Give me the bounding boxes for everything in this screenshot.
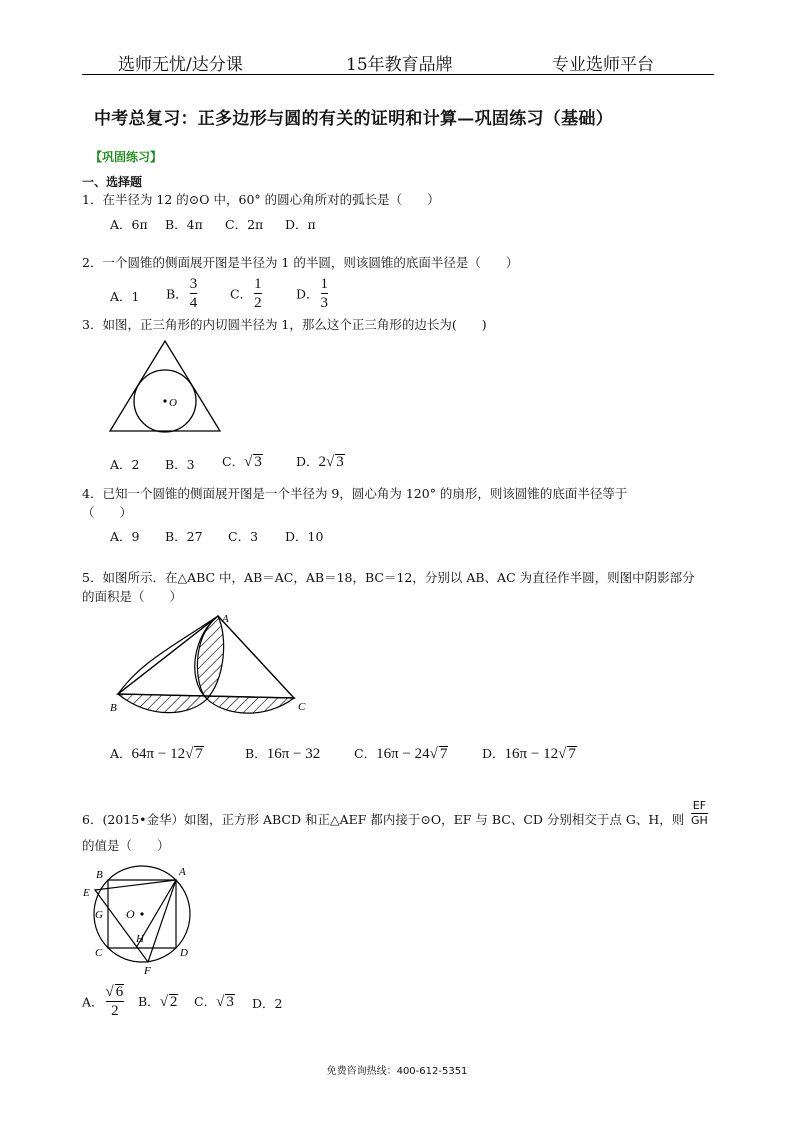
q5-option-b [245, 744, 320, 763]
q2-option-d-label: D． [296, 286, 319, 302]
q3-center-dot [163, 399, 166, 402]
q6-label-f: F [144, 965, 151, 976]
q2-option-d-num: 1 [320, 276, 329, 292]
q6-ratio-den: GH [691, 814, 708, 827]
q6-label-e: E [83, 887, 90, 899]
q6-label-a: A [179, 866, 186, 878]
q6-option-a: A． $\frac{√ 6}{2}$ [82, 984, 124, 1019]
q1-option-d: D．π [285, 217, 316, 232]
page-title: 中考总复习：正多边形与圆的有关的证明和计算—巩固练习（基础） [94, 109, 613, 129]
q6-option-d: D．2 [252, 996, 283, 1011]
q3-option-d: D．2√ 3 [296, 454, 344, 470]
q6-label-b: B [96, 869, 103, 881]
q1-option-a: A．6π [110, 217, 148, 232]
q5-text-line1: 5．如图所示．在△ABC 中，AB＝AC，AB＝18，BC＝12，分别以 AB、AC 为直径作半圆，则图中阴影部分 [82, 570, 695, 585]
q5-option-a: A．64π − 12√ 7 [110, 746, 203, 762]
q6-circle-figure [78, 858, 208, 976]
q6-ratio-fraction [691, 800, 708, 827]
q5-label-c: C [298, 701, 306, 713]
q3-text: 3．如图，正三角形的内切圆半径为 1，那么这个正三角形的边长为( ) [82, 317, 487, 332]
header-platform: 专业选师平台 [552, 55, 654, 75]
q3-option-c: C．√ 3 [222, 454, 262, 470]
header-brand: 选师无忧/达分课 [118, 55, 243, 75]
q6-label-d: D [180, 947, 188, 959]
q5-label-b: B [110, 702, 117, 714]
q5-option-b-label: B． [245, 746, 267, 761]
q3-option-b: B．3 [165, 457, 195, 472]
q5-option-d-label: D． [482, 746, 505, 761]
q6-label-g: G [95, 909, 103, 921]
q5-option-a-radicand: 7 [195, 746, 203, 762]
q5-option-d-radicand: 7 [568, 746, 576, 762]
q5-option-b-expr: 16π − 32 [266, 746, 321, 762]
q3-option-d-coef: 2 [318, 454, 327, 470]
q4-option-a: A．9 [110, 529, 140, 544]
q3-option-c-radicand: 3 [254, 454, 262, 470]
q5-option-a-expr: 64π − 12 [131, 746, 186, 762]
q2-option-c-num: 1 [254, 276, 262, 292]
q6-text-line2: 的值是（ ） [82, 838, 170, 853]
q3-option-a: A．2 [110, 457, 140, 472]
q1-text: 1．在半径为 12 的⊙O 中，60° 的圆心角所对的弧长是（ ） [82, 192, 440, 207]
q3-option-d-radicand: 3 [336, 454, 344, 470]
q2-text: 2．一个圆锥的侧面展开图是半径为 1 的半圆，则该圆锥的底面半径是（ ） [82, 255, 519, 270]
q2-option-c-label: C． [230, 286, 253, 302]
q2-option-c [230, 276, 264, 311]
q6-label-c: C [95, 947, 103, 959]
q6-ratio-num: EF [692, 799, 707, 812]
q6-option-b-label: B． [138, 994, 160, 1009]
q5-label-a: A [222, 613, 229, 625]
section-label: 【巩固练习】 [90, 150, 163, 164]
q6-option-c-radicand: 3 [226, 994, 234, 1010]
q4-text-line1: 4．已知一个圆锥的侧面展开图是一个半径为 9，圆心角为 120° 的扇形，则该圆锥的底面半径等于 [82, 486, 628, 501]
q3-triangle-figure [105, 338, 225, 436]
q3-option-d-label: D． [296, 454, 319, 469]
q5-option-a-label: A． [110, 746, 132, 761]
q1-option-c: C．2π [225, 217, 264, 232]
q6-option-b-radicand: 2 [169, 994, 178, 1010]
q5-triangle-figure [100, 608, 330, 720]
q5-option-c-expr: 16π − 24 [376, 746, 430, 762]
q6-option-a-label: A． [82, 994, 104, 1010]
q3-label-o: O [169, 397, 177, 409]
q5-option-d-expr: 16π − 12 [504, 746, 559, 762]
part-label: 一、选择题 [82, 175, 143, 189]
q5-option-c: C．16π − 24√ 7 [354, 746, 448, 762]
q2-option-a: A．1 [110, 289, 140, 304]
q6-label-o: O [126, 907, 135, 921]
q5-text-line2: 的面积是（ ） [82, 589, 183, 604]
q6-triangle [95, 880, 176, 962]
footer-hotline: 免费咨询热线：400-612-5351 [326, 1066, 468, 1077]
q6-option-c-label: C． [194, 994, 217, 1009]
q6-option-c: C．√ 3 [194, 994, 234, 1010]
q2-option-b [166, 276, 199, 311]
q3-triangle [110, 341, 220, 431]
q2-option-d-den: 3 [320, 295, 329, 311]
q6-option-b: B．√ 2 [138, 994, 178, 1010]
q2-option-b-den: 4 [189, 295, 198, 311]
q5-option-c-radicand: 7 [439, 746, 448, 762]
q6-label-h: H [136, 933, 144, 945]
q3-option-c-label: C． [222, 454, 245, 469]
header-divider [82, 74, 714, 75]
q6-center-dot [140, 912, 143, 915]
q1-option-b: B．4π [165, 217, 203, 232]
q4-option-b: B．27 [165, 529, 203, 544]
q6-text-line1: 6．(2015•金华）如图，正方形 ABCD 和正△AEF 都内接于⊙O，EF 与 BC、CD 分别相交于点 G、H，则 [82, 812, 685, 827]
q2-option-d [296, 276, 330, 311]
q2-option-b-label: B． [166, 286, 188, 302]
q4-option-c: C．3 [228, 529, 259, 544]
q2-option-c-den: 2 [254, 295, 262, 311]
header-slogan: 15年教育品牌 [346, 55, 453, 75]
q5-option-d: D．16π − 12√ 7 [482, 746, 576, 762]
q4-option-d: D．10 [285, 529, 324, 544]
q4-text-line2: （ ） [82, 505, 133, 520]
q2-option-b-num: 3 [189, 276, 198, 292]
q6-option-a-den: 2 [111, 1003, 119, 1019]
q6-option-a-radicand: 6 [115, 984, 124, 1000]
q5-option-c-label: C． [354, 746, 377, 761]
